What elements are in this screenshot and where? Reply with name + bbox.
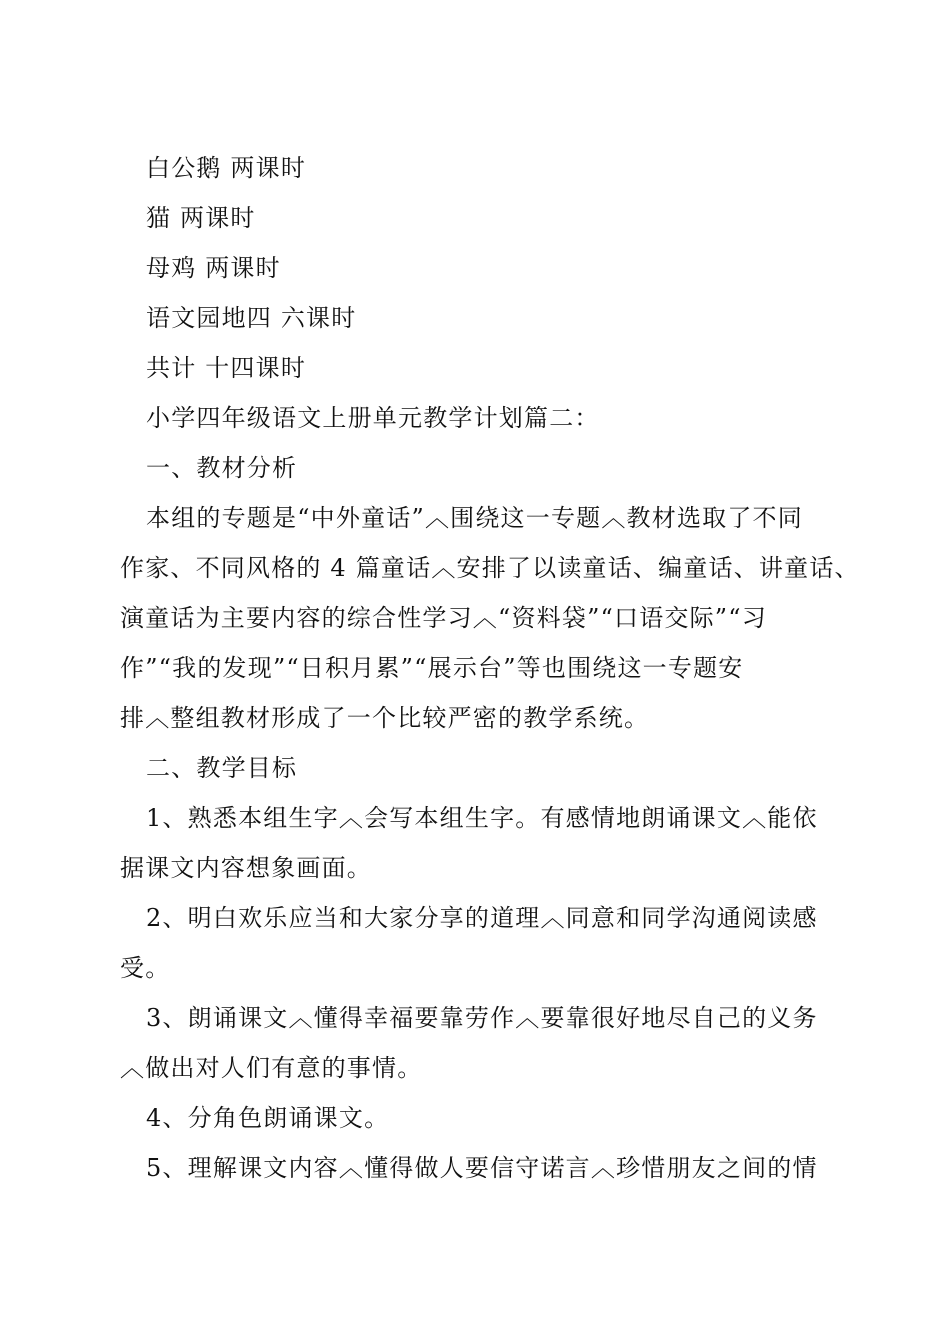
schedule-line-4: 语文园地四 六课时 <box>146 304 357 332</box>
goal-line: 受。 <box>120 954 171 982</box>
paragraph-line: 演童话为主要内容的综合性学习︿“资料袋”“口语交际”“习 <box>120 604 767 632</box>
schedule-total: 共计 十四课时 <box>146 354 307 382</box>
paragraph-line: 作家、不同风格的 4 篇童话︿安排了以读童话、编童话、讲童话、 <box>120 554 860 582</box>
plan-heading: 小学四年级语文上册单元教学计划篇二： <box>146 404 600 432</box>
section-title-teaching-goals: 二、教学目标 <box>146 754 298 782</box>
schedule-line-2: 猫 两课时 <box>146 204 256 232</box>
goal-line: 3、朗诵课文︿懂得幸福要靠劳作︿要靠很好地尽自己的义务 <box>146 1004 818 1032</box>
paragraph-line: 本组的专题是“中外童话”︿围绕这一专题︿教材选取了不同 <box>146 504 803 532</box>
goal-line: ︿做出对人们有意的事情。 <box>120 1054 423 1082</box>
section-title-material-analysis: 一、教材分析 <box>146 454 298 482</box>
paragraph-line: 排︿整组教材形成了一个比较严密的教学系统。 <box>120 704 650 732</box>
goal-line: 5、理解课文内容︿懂得做人要信守诺言︿珍惜朋友之间的情 <box>146 1154 818 1182</box>
goal-line: 据课文内容想象画面。 <box>120 854 372 882</box>
schedule-line-3: 母鸡 两课时 <box>146 254 281 282</box>
goal-line: 1、熟悉本组生字︿会写本组生字。有感情地朗诵课文︿能依 <box>146 804 818 832</box>
schedule-line-1: 白公鹅 两课时 <box>146 154 307 182</box>
goal-line: 2、明白欢乐应当和大家分享的道理︿同意和同学沟通阅读感 <box>146 904 818 932</box>
goal-line: 4、分角色朗诵课文。 <box>146 1104 390 1132</box>
paragraph-line: 作”“我的发现”“日积月累”“展示台”等也围绕这一专题安 <box>120 654 744 682</box>
